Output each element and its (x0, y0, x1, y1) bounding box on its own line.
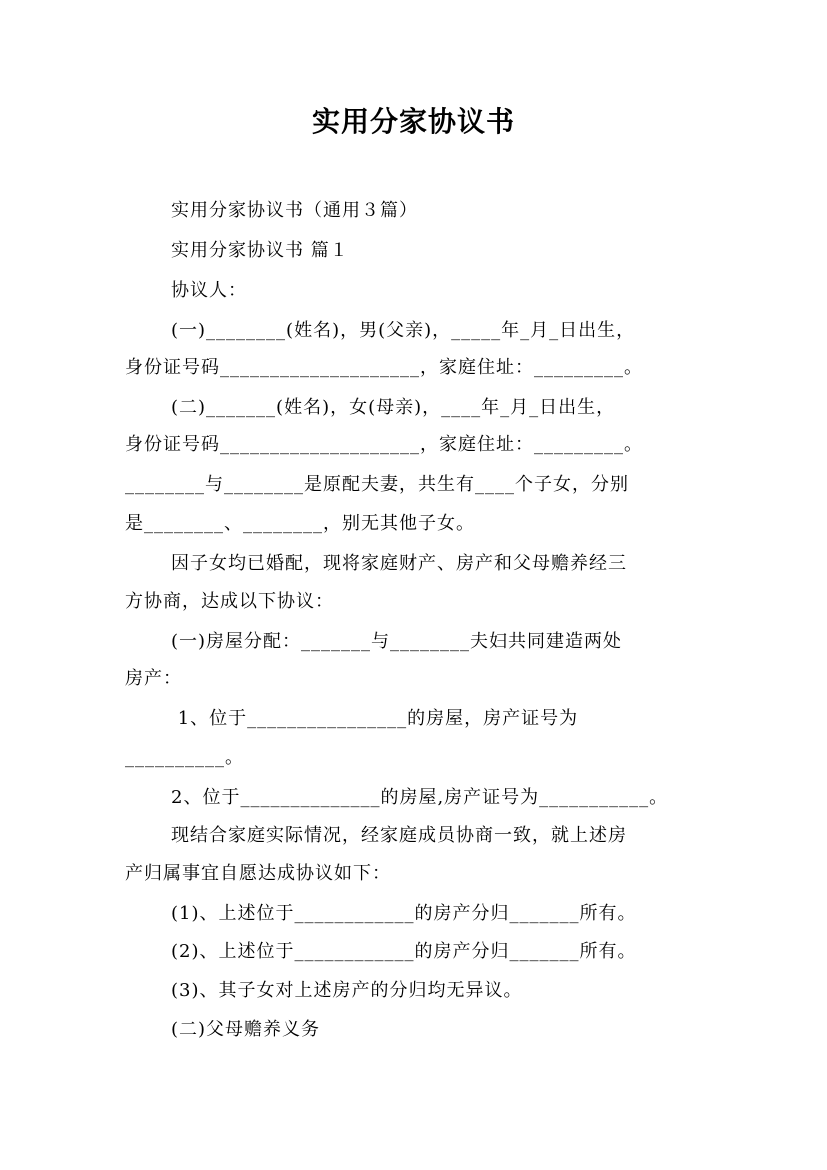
paragraph-line: (一)房屋分配：_______与________夫妇共同建造两处 (171, 631, 623, 652)
paragraph-line: 方协商，达成以下协议： (125, 591, 334, 612)
paragraph-line: 2、位于______________的房屋,房产证号为___________。 (171, 787, 669, 808)
paragraph-line: __________。 (125, 747, 244, 768)
paragraph-line: 房产： (125, 668, 182, 689)
paragraph-line: 现结合家庭实际情况，经家庭成员协商一致，就上述房 (171, 825, 627, 846)
paragraph-line: (2)、上述位于____________的房产分归_______所有。 (171, 941, 637, 962)
paragraph-line: 实用分家协议书 篇１ (171, 240, 349, 261)
document-title: 实用分家协议书 (311, 105, 515, 138)
paragraph-line: (二)父母赡养义务 (171, 1019, 321, 1040)
paragraph-line: 因子女均已婚配，现将家庭财产、房产和父母赡养经三 (171, 553, 627, 574)
paragraph-line: (一)________(姓名)，男(父亲)，_____年_月_日出生， (171, 320, 636, 341)
paragraph-line: 身份证号码____________________，家庭住址：_________。 (125, 434, 643, 455)
paragraph-line: 协议人： (171, 280, 247, 301)
paragraph-line: (1)、上述位于____________的房产分归_______所有。 (171, 903, 637, 924)
paragraph-line: 是________、________，别无其他子女。 (125, 513, 475, 534)
paragraph-line: (二)_______(姓名)，女(母亲)，____年_月_日出生， (171, 397, 616, 418)
paragraph-line: 身份证号码____________________，家庭住址：_________。 (125, 357, 643, 378)
paragraph-line: 实用分家协议书（通用３篇） (171, 200, 418, 221)
paragraph-line: 产归属事宜自愿达成协议如下： (125, 863, 391, 884)
paragraph-line: 1、位于________________的房屋，房产证号为 (171, 708, 579, 729)
paragraph-line: (3)、其子女对上述房产的分归均无异议。 (171, 980, 523, 1001)
paragraph-line: ________与________是原配夫妻，共生有____个子女，分别 (125, 474, 629, 495)
